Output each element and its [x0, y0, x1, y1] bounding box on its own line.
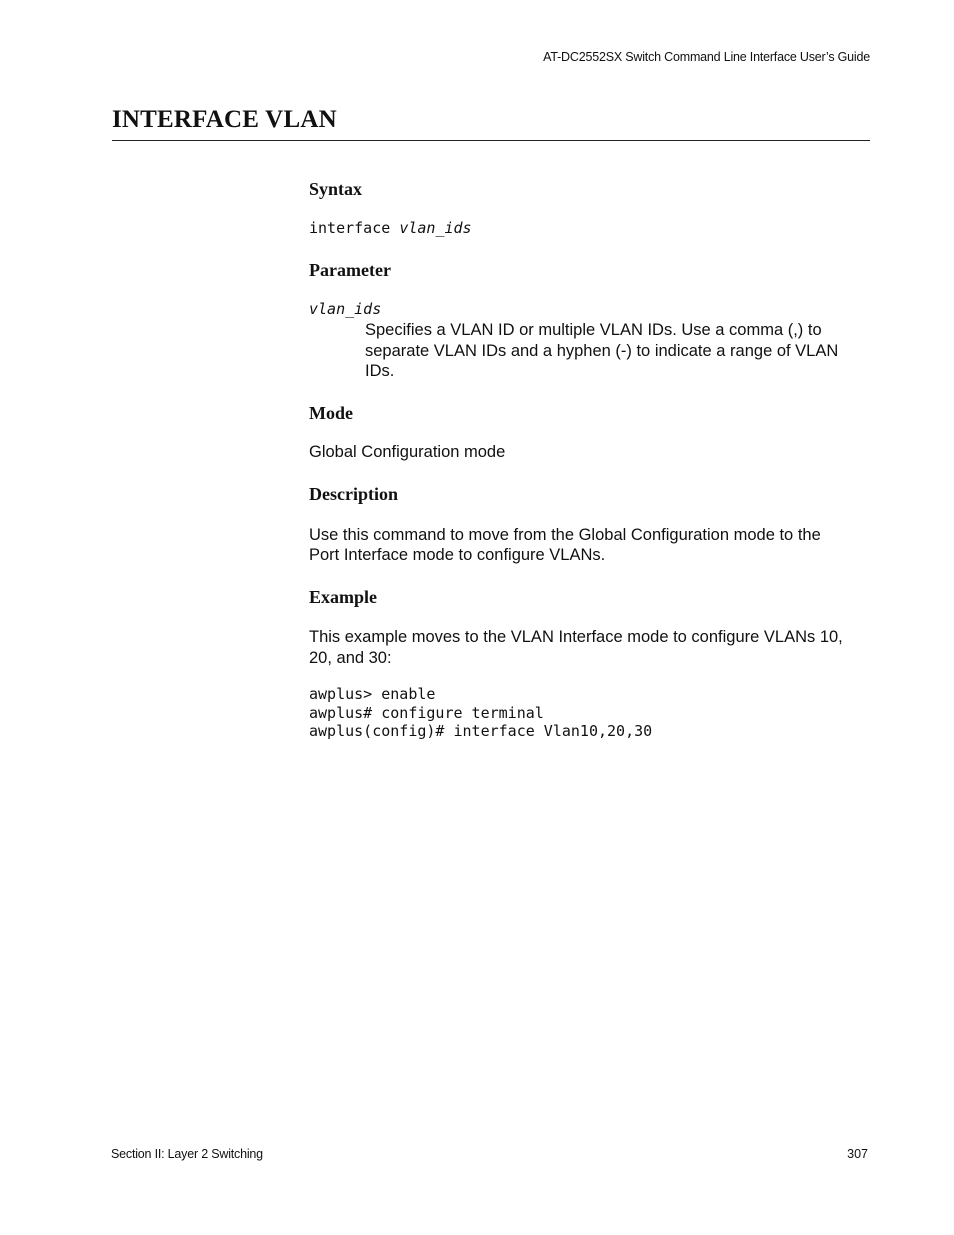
- mode-heading: Mode: [309, 403, 353, 423]
- running-header: AT-DC2552SX Switch Command Line Interface User’s Guide: [543, 50, 870, 64]
- parameter-description-line: Specifies a VLAN ID or multiple VLAN IDs. Use a comma (,) to: [365, 321, 822, 339]
- syntax-heading: Syntax: [309, 179, 363, 199]
- example-intro-line: This example moves to the VLAN Interface mode to configure VLANs 10,: [309, 628, 843, 646]
- parameter-description: [365, 320, 870, 382]
- description-line: Use this command to move from the Global Configuration mode to the: [309, 526, 821, 544]
- footer-page-number: 307: [847, 1147, 868, 1161]
- mode-text: Global Configuration mode: [309, 443, 506, 461]
- parameter-name: vlan_ids: [309, 300, 382, 318]
- page-title: INTERFACE VLAN: [112, 106, 337, 133]
- footer-section: Section II: Layer 2 Switching: [111, 1147, 263, 1161]
- example-code-line: awplus(config)# interface Vlan10,20,30: [309, 722, 653, 740]
- title-rule: [112, 140, 870, 141]
- description-line: Port Interface mode to configure VLANs.: [309, 546, 606, 564]
- example-intro-line: 20, and 30:: [309, 649, 392, 667]
- syntax-line: [309, 219, 472, 238]
- syntax-argument: vlan_ids: [399, 219, 472, 237]
- example-code-line: awplus# configure terminal: [309, 704, 544, 722]
- syntax-command: interface: [309, 219, 391, 237]
- example-code-line: awplus> enable: [309, 685, 436, 703]
- parameter-description-line: separate VLAN IDs and a hyphen (-) to indicate a range of VLAN: [365, 341, 839, 360]
- parameter-description-line: IDs.: [365, 362, 395, 380]
- description-heading: Description: [309, 484, 398, 504]
- example-heading: Example: [309, 587, 378, 607]
- parameter-heading: Parameter: [309, 260, 391, 280]
